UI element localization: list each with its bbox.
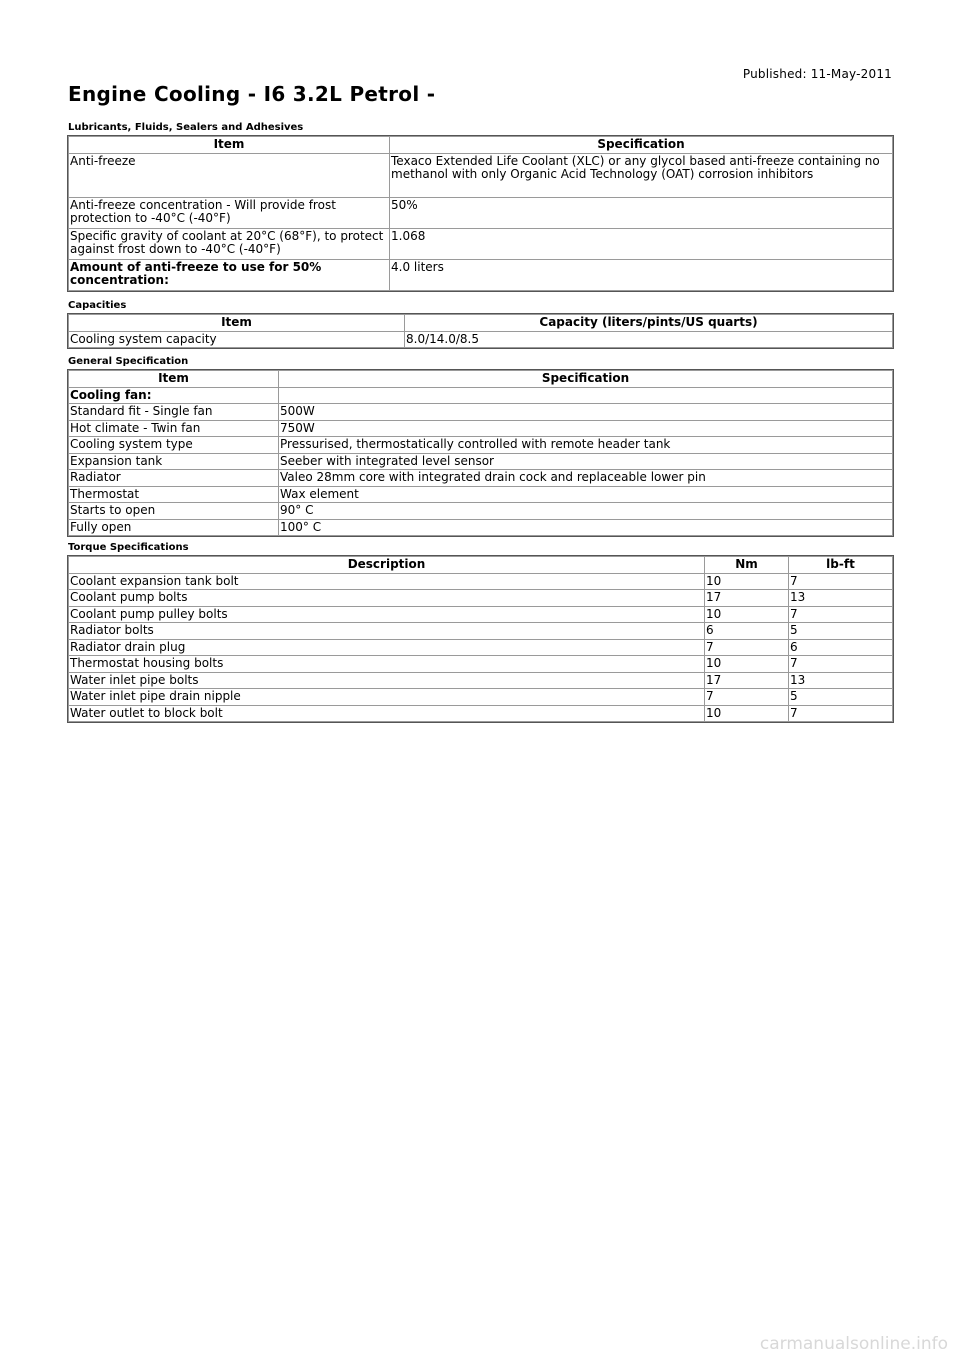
table-cell: Specific gravity of coolant at 20°C (68°F), to protect against frost down to -40°C (-40°F): [69, 228, 390, 259]
table-cell: Fully open: [69, 519, 279, 536]
table-cell: Pressurised, thermostatically controlled with remote header tank: [279, 437, 893, 454]
table-cell: Water inlet pipe drain nipple: [69, 689, 705, 706]
lubricants-section: [68, 122, 893, 291]
table-cell: Wax element: [279, 486, 893, 503]
table-cell: Amount of anti-freeze to use for 50% concentration:: [69, 259, 390, 290]
table-header-row: [69, 557, 893, 574]
table-cell: Starts to open: [69, 503, 279, 520]
table-cell: 7: [705, 689, 789, 706]
column-header: Specification: [390, 137, 893, 154]
table-cell: Thermostat: [69, 486, 279, 503]
table-cell: Cooling fan:: [69, 387, 279, 404]
table-cell: Water outlet to block bolt: [69, 705, 705, 722]
column-header: lb-ft: [789, 557, 893, 574]
table-cell: Cooling system type: [69, 437, 279, 454]
table-header-row: [69, 371, 893, 388]
capacities-table: [68, 314, 893, 348]
table-cell: 7: [789, 656, 893, 673]
table-header-row: [69, 315, 893, 332]
table-cell: Radiator drain plug: [69, 639, 705, 656]
table-header-row: [69, 137, 893, 154]
capacities-section: [68, 300, 893, 348]
table-cell: 13: [789, 672, 893, 689]
table-cell: 7: [789, 573, 893, 590]
table-cell: Thermostat housing bolts: [69, 656, 705, 673]
table-cell: 13: [789, 590, 893, 607]
table-cell: Standard fit - Single fan: [69, 404, 279, 421]
general-table: [68, 370, 893, 536]
table-cell: 7: [789, 606, 893, 623]
column-header: Specification: [279, 371, 893, 388]
table-cell: 1.068: [390, 228, 893, 259]
table-row: [69, 573, 893, 590]
table-row: [69, 387, 893, 404]
column-header: Description: [69, 557, 705, 574]
table-row: [69, 503, 893, 520]
table-row: [69, 259, 893, 290]
table-cell: 7: [789, 705, 893, 722]
column-header: Item: [69, 137, 390, 154]
torque-table: [68, 556, 893, 722]
table-cell: 8.0/14.0/8.5: [405, 331, 893, 348]
table-cell: Anti-freeze: [69, 153, 390, 197]
column-header: Item: [69, 371, 279, 388]
table-cell: 5: [789, 623, 893, 640]
table-row: [69, 197, 893, 228]
table-row: [69, 705, 893, 722]
column-header: Item: [69, 315, 405, 332]
table-cell: 5: [789, 689, 893, 706]
column-header: Capacity (liters/pints/US quarts): [405, 315, 893, 332]
table-cell: Seeber with integrated level sensor: [279, 453, 893, 470]
table-cell: 90° C: [279, 503, 893, 520]
table-row: [69, 486, 893, 503]
table-row: [69, 404, 893, 421]
table-cell: Valeo 28mm core with integrated drain cock and replaceable lower pin: [279, 470, 893, 487]
table-cell: 10: [705, 573, 789, 590]
table-row: [69, 453, 893, 470]
capacities-title: Capacities: [68, 300, 127, 311]
table-cell: Coolant pump bolts: [69, 590, 705, 607]
table-cell: 7: [705, 639, 789, 656]
table-row: [69, 672, 893, 689]
table-row: [69, 153, 893, 197]
page-title: Engine Cooling - I6 3.2L Petrol -: [68, 82, 436, 106]
table-cell: Hot climate - Twin fan: [69, 420, 279, 437]
general-section: [68, 356, 893, 536]
table-cell: 10: [705, 705, 789, 722]
table-cell: 4.0 liters: [390, 259, 893, 290]
column-header: Nm: [705, 557, 789, 574]
table-row: [69, 689, 893, 706]
table-cell: Water inlet pipe bolts: [69, 672, 705, 689]
table-cell: Anti-freeze concentration - Will provide frost protection to -40°C (-40°F): [69, 197, 390, 228]
table-cell: 50%: [390, 197, 893, 228]
lubricants-title: Lubricants, Fluids, Sealers and Adhesives: [68, 122, 304, 133]
table-row: [69, 331, 893, 348]
table-row: [69, 590, 893, 607]
table-row: [69, 437, 893, 454]
table-cell: 17: [705, 672, 789, 689]
table-cell: Coolant expansion tank bolt: [69, 573, 705, 590]
torque-section: [68, 542, 893, 722]
table-row: [69, 470, 893, 487]
lubricants-table: [68, 136, 893, 291]
general-title: General Specification: [68, 356, 189, 367]
table-row: [69, 623, 893, 640]
table-cell: 100° C: [279, 519, 893, 536]
watermark: carmanualsonline.info: [759, 1334, 948, 1354]
table-cell: Cooling system capacity: [69, 331, 405, 348]
table-cell: 750W: [279, 420, 893, 437]
table-row: [69, 656, 893, 673]
table-cell: 17: [705, 590, 789, 607]
table-cell: 6: [789, 639, 893, 656]
table-row: [69, 639, 893, 656]
table-cell: 10: [705, 656, 789, 673]
published-date: Published: 11-May-2011: [742, 67, 892, 81]
table-cell: Texaco Extended Life Coolant (XLC) or any glycol based anti-freeze containing no methanol with only Organic Acid Technology (OAT) corrosion inhibitors: [390, 153, 893, 197]
table-cell: 10: [705, 606, 789, 623]
table-cell: [279, 387, 893, 404]
table-cell: Radiator: [69, 470, 279, 487]
table-cell: Expansion tank: [69, 453, 279, 470]
table-cell: 500W: [279, 404, 893, 421]
table-cell: Radiator bolts: [69, 623, 705, 640]
table-cell: 6: [705, 623, 789, 640]
table-cell: Coolant pump pulley bolts: [69, 606, 705, 623]
table-row: [69, 519, 893, 536]
table-row: [69, 228, 893, 259]
table-row: [69, 420, 893, 437]
table-row: [69, 606, 893, 623]
torque-title: Torque Specifications: [68, 542, 189, 553]
